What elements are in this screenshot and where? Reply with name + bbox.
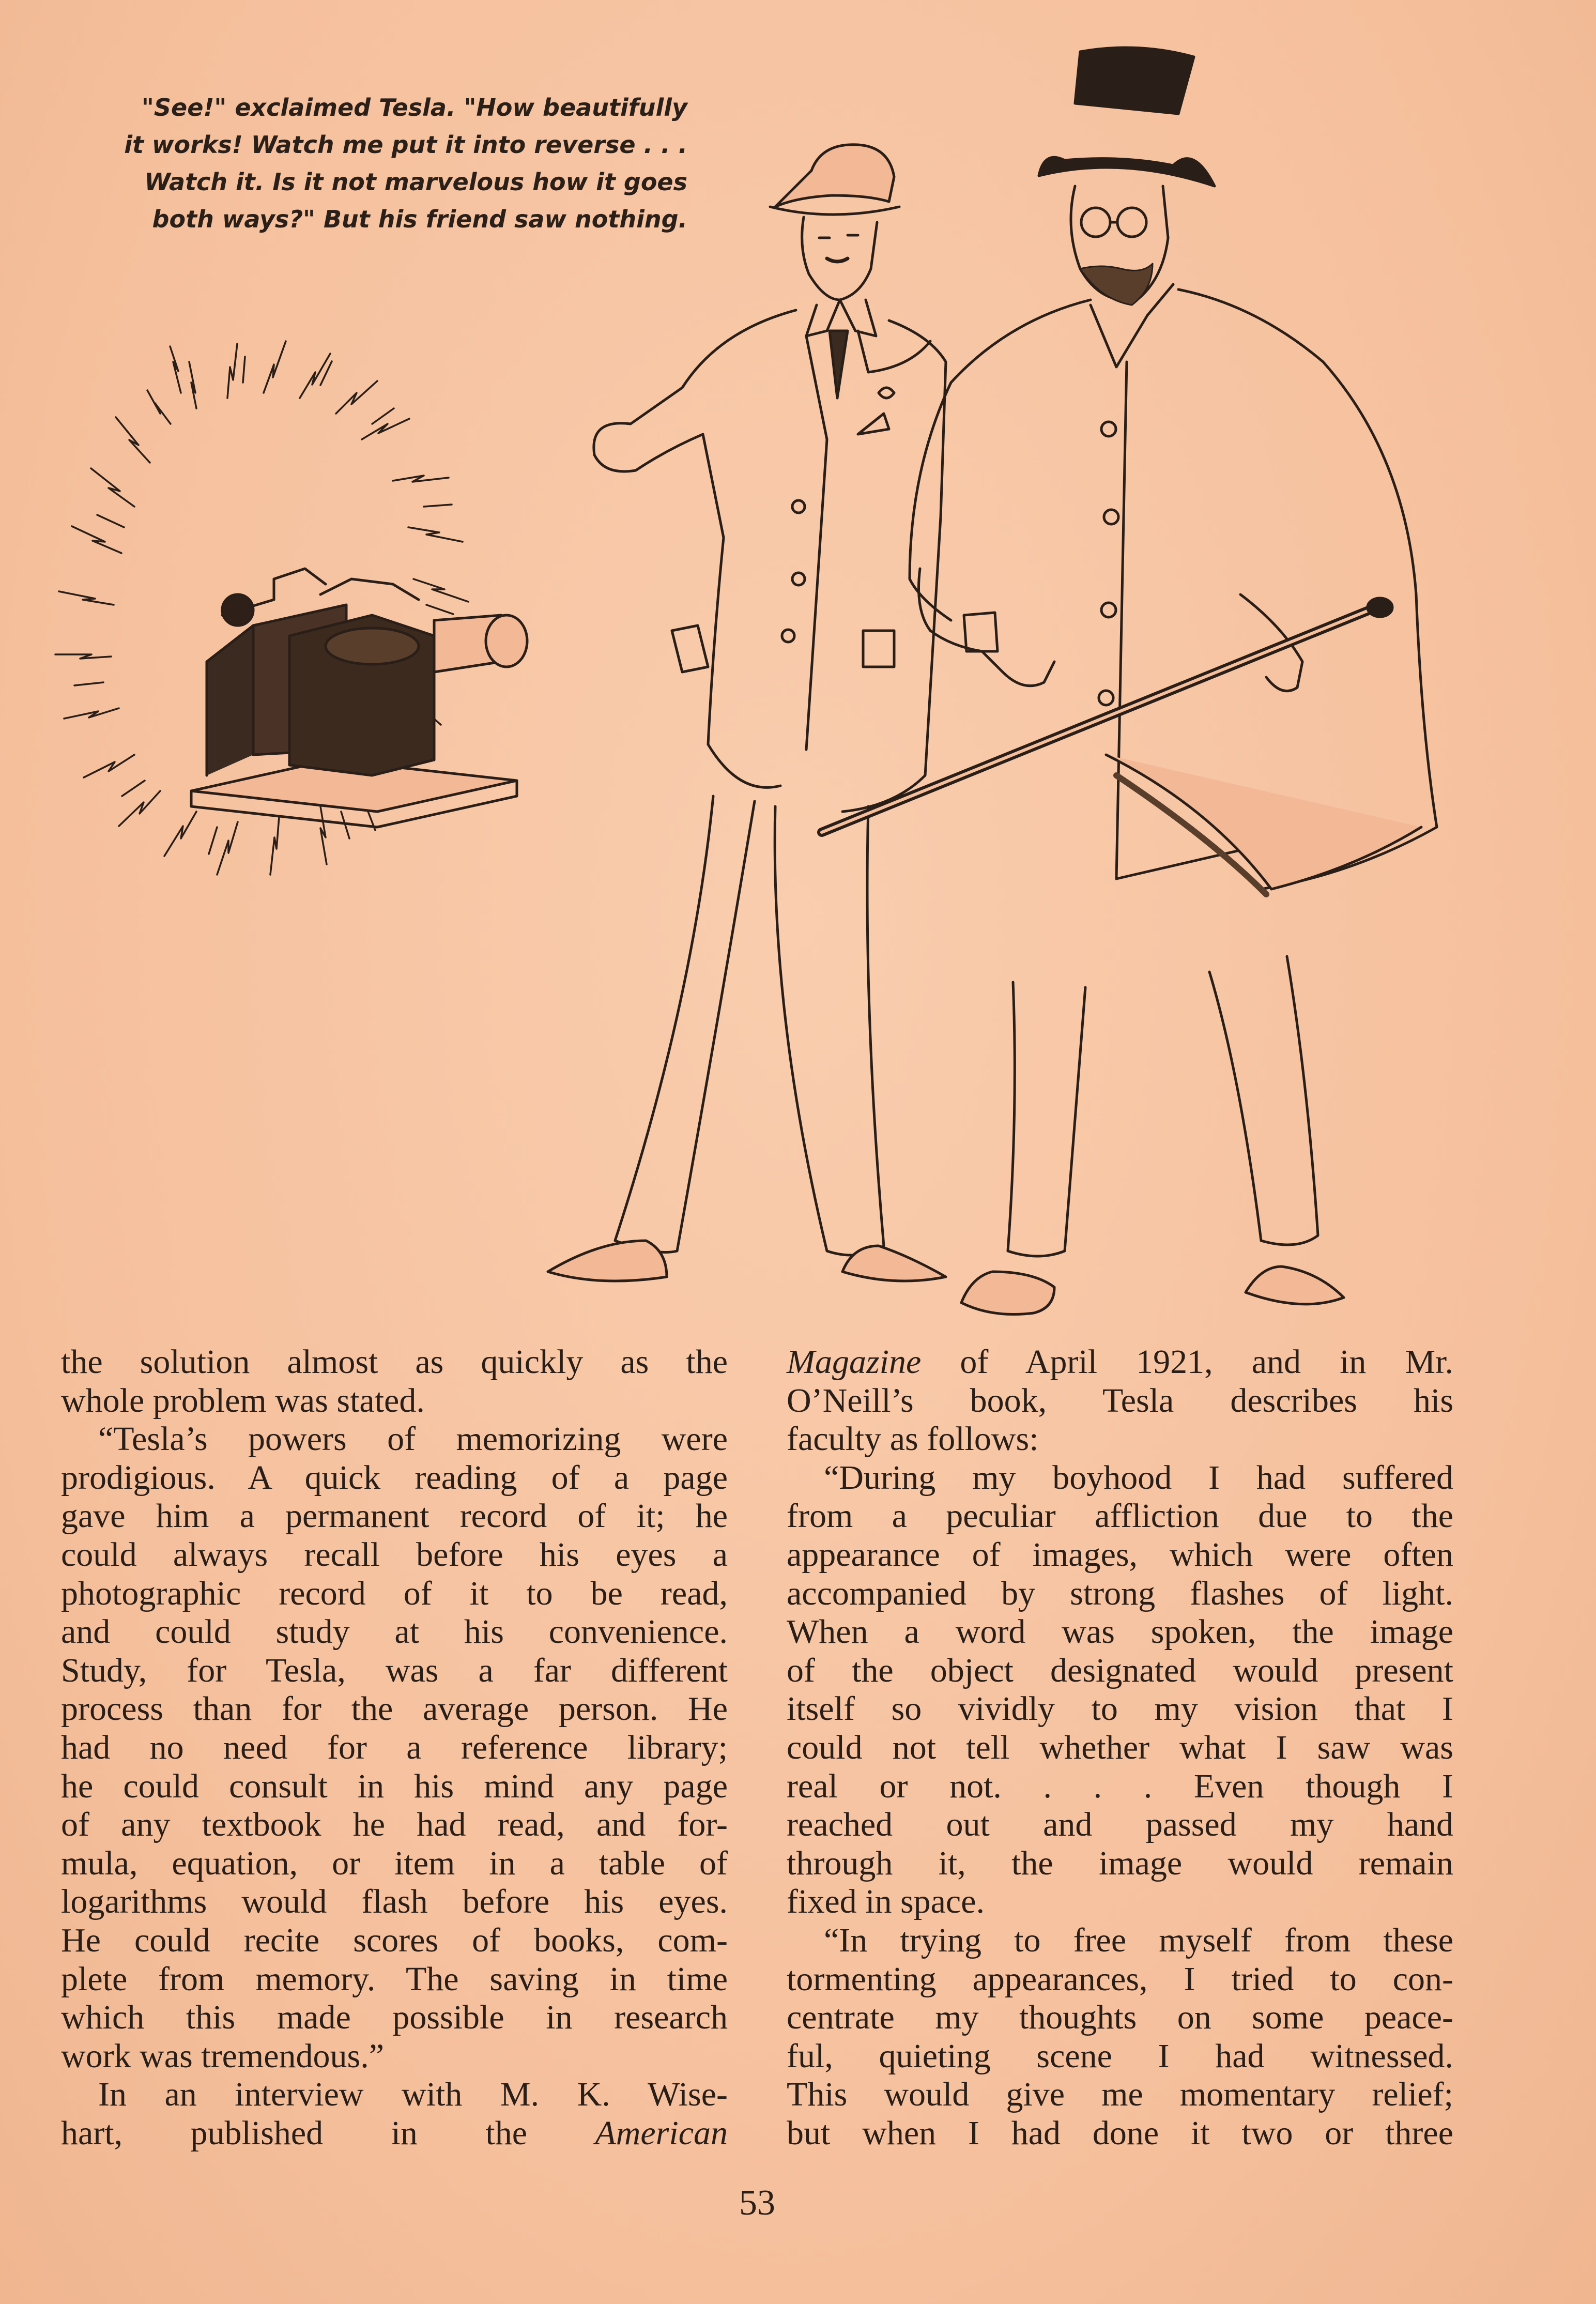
electric-machine	[191, 569, 527, 827]
text-line: real or not. . . . Even though I	[787, 1767, 1453, 1805]
text-line: whole problem was stated.	[61, 1381, 425, 1420]
text-line: he could consult in his mind any page	[61, 1767, 728, 1805]
caption-line: it works! Watch me put it into reverse . . .	[124, 131, 687, 159]
text-line: through it, the image would remain	[787, 1844, 1453, 1882]
text-line: itself so vividly to my vision that I	[787, 1690, 1453, 1728]
text-line: In an interview with M. K. Wise-	[98, 2076, 728, 2114]
text-line: “Tesla’s powers of memorizing were	[98, 1420, 728, 1458]
text-segment: of April 1921, and in Mr.	[960, 1343, 1454, 1381]
text-line	[61, 2114, 728, 2153]
text-line: plete from memory. The saving in time	[61, 1960, 728, 1998]
text-line: process than for the average person. He	[61, 1690, 728, 1728]
text-line	[787, 1343, 1453, 1382]
text-line: accompanied by strong flashes of light.	[787, 1574, 1453, 1612]
text-line: “In trying to free myself from these	[824, 1921, 1453, 1959]
text-line: When a word was spoken, the image	[787, 1613, 1453, 1651]
text-line: of any textbook he had read, and for-	[61, 1806, 728, 1844]
caption-line: Watch it. Is it not marvelous how it goes	[144, 168, 687, 196]
caption-line: both ways?" But his friend saw nothing.	[152, 205, 687, 233]
text-line: centrate my thoughts on some peace-	[787, 1998, 1453, 2037]
text-line: work was tremendous.”	[61, 2037, 385, 2075]
text-line: which this made possible in research	[61, 1998, 728, 2037]
text-line: photographic record of it to be read,	[61, 1574, 728, 1612]
text-line: gave him a permanent record of it; he	[61, 1497, 728, 1535]
text-segment: hart, published in the	[61, 2114, 527, 2152]
text-line: This would give me momentary relief;	[787, 2076, 1453, 2114]
text-line: could not tell whether what I saw was	[787, 1728, 1453, 1766]
text-line: fixed in space.	[787, 1883, 985, 1921]
magazine-title: American	[595, 2114, 728, 2152]
friend-figure	[910, 48, 1437, 1315]
text-line: ful, quieting scene I had witnessed.	[787, 2037, 1453, 2075]
caption-line: "See!" exclaimed Tesla. "How beautifully	[141, 94, 687, 121]
text-column-left	[61, 1343, 728, 2153]
text-line: the solution almost as quickly as the	[61, 1343, 728, 1381]
text-line: could always recall before his eyes a	[61, 1535, 728, 1574]
tesla-figure	[548, 145, 946, 1281]
text-line: prodigious. A quick reading of a page	[61, 1458, 728, 1497]
text-line: but when I had done it two or three	[787, 2114, 1453, 2152]
page-number: 53	[739, 2183, 775, 2223]
text-line: faculty as follows:	[787, 1420, 1039, 1458]
text-line: from a peculiar affliction due to the	[787, 1497, 1453, 1535]
text-line: reached out and passed my hand	[787, 1806, 1453, 1844]
text-column-right	[787, 1343, 1453, 2153]
text-line: of the object designated would present	[787, 1651, 1453, 1689]
text-line: appearance of images, which were often	[787, 1535, 1453, 1574]
text-line: mula, equation, or item in a table of	[61, 1844, 728, 1882]
text-line: O’Neill’s book, Tesla describes his	[787, 1381, 1453, 1420]
text-line: He could recite scores of books, com-	[61, 1921, 728, 1959]
text-line: Study, for Tesla, was a far different	[61, 1651, 728, 1689]
text-line: tormenting appearances, I tried to con-	[787, 1960, 1453, 1998]
text-line: “During my boyhood I had suffered	[824, 1458, 1453, 1497]
text-line: had no need for a reference library;	[61, 1728, 728, 1766]
magazine-title: Magazine	[787, 1343, 922, 1381]
text-line: and could study at his convenience.	[61, 1613, 728, 1651]
text-line: logarithms would flash before his eyes.	[61, 1883, 728, 1921]
